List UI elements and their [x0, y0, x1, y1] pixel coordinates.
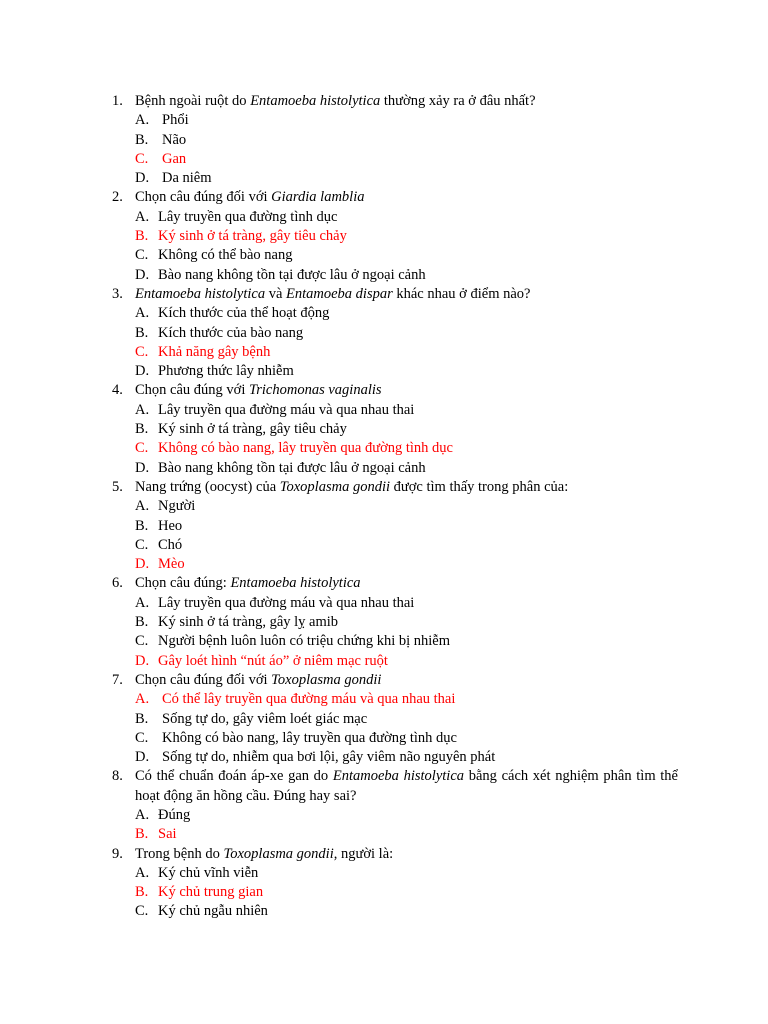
question-6 [0, 574, 678, 593]
option-letter: C. [135, 247, 149, 264]
question-7 [0, 671, 678, 690]
option-letter: C. [135, 903, 149, 920]
option-letter: C. [135, 440, 149, 457]
option-letter: B. [135, 421, 149, 438]
answer-option [0, 902, 768, 921]
question-text-segment: thường xảy ra ở đâu nhất? [380, 93, 536, 109]
answer-option [0, 517, 768, 536]
question-number: 9. [112, 845, 123, 862]
option-letter: C. [135, 729, 149, 746]
option-letter: B. [135, 710, 149, 727]
question-text-segment: Trong bệnh do [135, 845, 224, 862]
answer-option [0, 420, 768, 439]
answer-option-correct [0, 343, 768, 362]
answer-options [0, 401, 768, 478]
answer-options [0, 304, 768, 381]
option-letter: B. [135, 131, 149, 148]
question-text-segment: Bệnh ngoài ruột do [135, 93, 251, 109]
option-text: Đúng [158, 806, 191, 823]
option-text: Ký chủ vĩnh viễn [158, 864, 259, 881]
question-number: 2. [112, 189, 123, 206]
answer-options [0, 806, 768, 845]
option-letter: B. [135, 884, 149, 901]
option-letter: B. [135, 826, 149, 843]
option-text: Sai [158, 826, 177, 843]
option-text: Bào nang không tồn tại được lâu ở ngoại cảnh [158, 459, 426, 476]
question-9 [0, 845, 678, 864]
option-text: Có thể lây truyền qua đường máu và qua nhau thai [162, 691, 456, 708]
species-name: Entamoeba histolytica [135, 285, 266, 302]
option-letter: B. [135, 614, 149, 631]
answer-option [0, 613, 768, 632]
answer-option [0, 864, 768, 883]
option-text: Kích thước của thể hoạt động [158, 305, 330, 322]
question-text-segment: , người là: [333, 845, 394, 862]
answer-options [0, 594, 768, 671]
option-letter: D. [135, 266, 150, 283]
answer-option [0, 111, 768, 130]
species-name: Entamoeba dispar [286, 285, 393, 302]
question-text [135, 846, 393, 862]
option-letter: C. [135, 150, 149, 167]
question-text-segment: Chọn câu đúng đối với [135, 671, 272, 688]
question-text-segment: Nang trứng (oocyst) của [135, 478, 280, 495]
question-2 [0, 188, 678, 207]
option-letter: C. [135, 536, 149, 553]
option-text: Heo [158, 517, 183, 534]
option-letter: A. [135, 401, 150, 418]
question-text [135, 479, 568, 495]
option-letter: B. [135, 324, 149, 341]
species-name: Toxoplasma gondii [271, 671, 382, 688]
answer-option [0, 401, 768, 420]
question-text-segment: bằng cách xét nghiệm phân tìm thể hoạt động ăn hồng cầu. Đúng hay sai? [135, 768, 678, 804]
option-text: Khả năng gây bệnh [158, 343, 271, 360]
question-3 [0, 285, 678, 304]
option-letter: A. [135, 806, 150, 823]
option-text: Sống tự do, nhiễm qua bơi lội, gây viêm não nguyên phát [162, 749, 496, 766]
species-name: Entamoeba histolytica [332, 768, 465, 785]
question-1 [0, 92, 678, 111]
question-5 [0, 478, 678, 497]
species-name: Giardia lamblia [271, 189, 365, 206]
question-text-segment: và [265, 285, 287, 302]
option-text: Người [158, 498, 196, 515]
question-number: 7. [112, 671, 123, 688]
option-text: Da niêm [162, 170, 212, 187]
option-letter: A. [135, 305, 150, 322]
answer-option-correct [0, 652, 768, 671]
option-text: Phương thức lây nhiễm [158, 363, 294, 380]
option-text: Gây loét hình “nút áo” ở niêm mạc ruột [158, 652, 388, 669]
answer-options [0, 497, 768, 574]
question-text [135, 93, 536, 109]
question-text [135, 382, 382, 398]
answer-option [0, 459, 768, 478]
answer-option-correct [0, 883, 768, 902]
answer-option [0, 806, 768, 825]
answer-option [0, 208, 768, 227]
option-text: Không có bào nang, lây truyền qua đường tình dục [162, 729, 457, 746]
answer-option [0, 304, 768, 323]
question-8 [0, 767, 678, 806]
option-letter: D. [135, 363, 150, 380]
option-text: Lây truyền qua đường máu và qua nhau thai [158, 594, 415, 611]
question-text-segment: Chọn câu đúng đối với [135, 189, 272, 206]
option-letter: D. [135, 749, 150, 766]
question-text-segment: khác nhau ở điểm nào? [392, 285, 531, 302]
answer-option-correct [0, 150, 768, 169]
option-text: Gan [162, 150, 187, 167]
option-text: Ký sinh ở tá tràng, gây tiêu chảy [158, 421, 347, 438]
species-name: Entamoeba histolytica [230, 575, 361, 592]
answer-option [0, 710, 768, 729]
question-text [135, 768, 678, 803]
option-letter: D. [135, 556, 150, 573]
question-number: 6. [112, 575, 123, 592]
answer-option [0, 362, 768, 381]
question-list [0, 92, 768, 922]
answer-option [0, 632, 768, 651]
answer-options [0, 208, 768, 285]
answer-option [0, 324, 768, 343]
option-text: Não [162, 131, 187, 148]
option-text: Ký chủ ngẫu nhiên [158, 903, 268, 920]
option-text: Lây truyền qua đường máu và qua nhau thai [158, 401, 415, 418]
option-text: Ký sinh ở tá tràng, gây tiêu chảy [158, 228, 347, 245]
question-text-segment: Chọn câu đúng với [135, 382, 249, 399]
answer-option [0, 729, 768, 748]
option-text: Kích thước của bào nang [158, 324, 304, 341]
option-letter: D. [135, 170, 150, 187]
species-name: Entamoeba histolytica [250, 93, 381, 109]
option-text: Người bệnh luôn luôn có triệu chứng khi bị nhiễm [158, 633, 450, 650]
option-text: Chó [158, 536, 183, 553]
option-letter: D. [135, 459, 150, 476]
option-letter: A. [135, 594, 150, 611]
option-letter: B. [135, 517, 149, 534]
question-number: 4. [112, 382, 123, 399]
species-name: Trichomonas vaginalis [249, 382, 382, 399]
answer-option [0, 497, 768, 516]
question-4 [0, 381, 678, 400]
option-letter: A. [135, 208, 150, 225]
answer-option [0, 246, 768, 265]
answer-options [0, 111, 768, 188]
answer-options [0, 864, 768, 922]
option-text: Ký sinh ở tá tràng, gây lỵ amib [158, 614, 339, 631]
question-number: 1. [112, 93, 123, 109]
option-text: Phổi [162, 112, 189, 129]
option-text: Sống tự do, gây viêm loét giác mạc [162, 710, 368, 727]
option-letter: D. [135, 652, 150, 669]
option-text: Ký chủ trung gian [158, 884, 264, 901]
species-name: Toxoplasma gondii [279, 478, 391, 495]
answer-option [0, 594, 768, 613]
answer-option-correct [0, 555, 768, 574]
question-number: 3. [112, 285, 123, 302]
option-letter: C. [135, 633, 149, 650]
option-letter: A. [135, 498, 150, 515]
question-text [135, 189, 364, 205]
option-letter: C. [135, 343, 149, 360]
question-text-segment: Chọn câu đúng: [135, 575, 231, 592]
question-number: 8. [112, 768, 123, 785]
question-text [135, 575, 361, 591]
answer-option-correct [0, 439, 768, 458]
option-text: Mèo [158, 556, 185, 573]
option-letter: A. [135, 112, 150, 129]
option-letter: A. [135, 691, 150, 708]
option-text: Không có thể bào nang [158, 247, 293, 264]
answer-option [0, 748, 768, 767]
answer-option [0, 131, 768, 150]
question-text [135, 286, 530, 302]
answer-option [0, 169, 768, 188]
option-letter: A. [135, 864, 150, 881]
species-name: Toxoplasma gondii [223, 845, 334, 862]
answer-option [0, 536, 768, 555]
question-number: 5. [112, 478, 123, 495]
answer-option-correct [0, 825, 768, 844]
option-text: Bào nang không tồn tại được lâu ở ngoại cảnh [158, 266, 426, 283]
answer-option [0, 266, 768, 285]
option-letter: B. [135, 228, 149, 245]
question-text-segment: được tìm thấy trong phân của: [390, 478, 569, 495]
answer-option-correct [0, 690, 768, 709]
option-text: Lây truyền qua đường tình dục [158, 208, 338, 225]
answer-options [0, 690, 768, 767]
answer-option-correct [0, 227, 768, 246]
question-text [135, 672, 381, 688]
option-text: Không có bào nang, lây truyền qua đường tình dục [158, 440, 453, 457]
question-text-segment: Có thể chuẩn đoán áp-xe gan do [135, 768, 333, 785]
